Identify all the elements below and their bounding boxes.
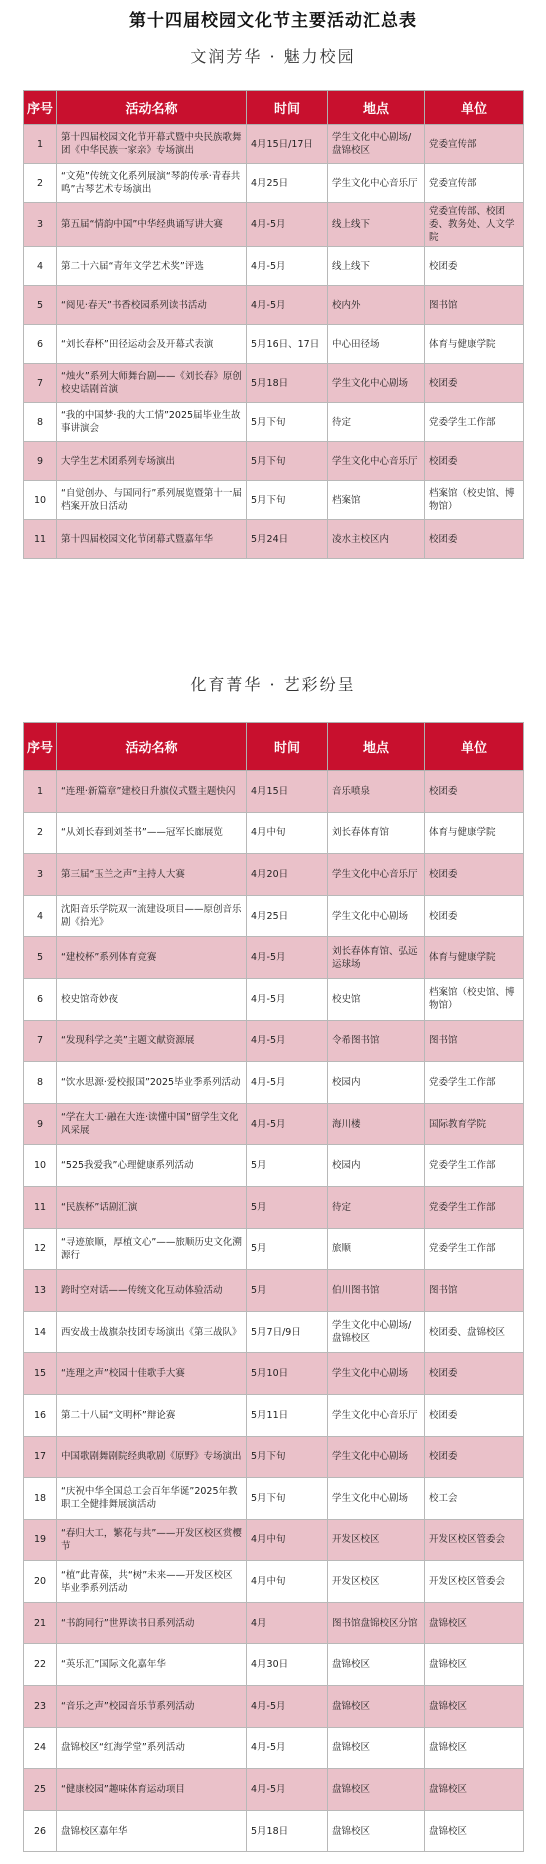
cell-unit: 校团委 <box>425 1436 524 1478</box>
table-row <box>24 247 524 286</box>
cell-place: 海川楼 <box>328 1103 425 1145</box>
table-row <box>24 854 524 896</box>
cell-time: 4月 <box>247 1602 328 1644</box>
cell-place: 图书馆盘锦校区分馆 <box>328 1602 425 1644</box>
cell-place: 盘锦校区 <box>328 1644 425 1686</box>
cell-no: 20 <box>24 1561 57 1603</box>
cell-unit: 图书馆 <box>425 286 524 325</box>
cell-time: 4月15日 <box>247 771 328 813</box>
cell-name: “文苑”传统文化系列展演“琴韵传承·青春共鸣”古琴艺术专场演出 <box>57 164 247 203</box>
cell-time: 5月 <box>247 1270 328 1312</box>
cell-place: 中心田径场 <box>328 325 425 364</box>
header-name: 活动名称 <box>57 91 247 125</box>
cell-time: 5月下旬 <box>247 442 328 481</box>
cell-name: 第五届“情韵中国”中华经典诵写讲大赛 <box>57 203 247 247</box>
cell-unit: 党委学生工作部 <box>425 1186 524 1228</box>
cell-name: “从刘长春到刘荃书”——冠军长廊展览 <box>57 812 247 854</box>
table-row <box>24 1062 524 1104</box>
cell-unit: 档案馆（校史馆、博物馆） <box>425 978 524 1020</box>
cell-place: 开发区校区 <box>328 1519 425 1561</box>
cell-place: 盘锦校区 <box>328 1810 425 1852</box>
cell-time: 5月下旬 <box>247 403 328 442</box>
cell-no: 11 <box>24 520 57 559</box>
cell-name: 校史馆奇妙夜 <box>57 978 247 1020</box>
section-subtitle-1: 文润芳华 · 魅力校园 <box>190 47 356 66</box>
table-row <box>24 325 524 364</box>
cell-time: 4月-5月 <box>247 286 328 325</box>
cell-unit: 体育与健康学院 <box>425 325 524 364</box>
cell-unit: 校团委 <box>425 520 524 559</box>
cell-unit: 校团委 <box>425 854 524 896</box>
cell-time: 4月15日/17日 <box>247 125 328 164</box>
cell-place: 学生文化中心剧场 <box>328 1353 425 1395</box>
table-row <box>24 364 524 403</box>
cell-time: 4月-5月 <box>247 1686 328 1728</box>
cell-no: 14 <box>24 1311 57 1353</box>
cell-no: 4 <box>24 247 57 286</box>
cell-name: 大学生艺术团系列专场演出 <box>57 442 247 481</box>
cell-name: “春归大工，繁花与共”——开发区校区赏樱节 <box>57 1519 247 1561</box>
header-name: 活动名称 <box>57 723 247 771</box>
cell-unit: 党委学生工作部 <box>425 1145 524 1187</box>
table-row <box>24 1686 524 1728</box>
cell-no: 1 <box>24 125 57 164</box>
cell-place: 旅顺 <box>328 1228 425 1270</box>
cell-no: 1 <box>24 771 57 813</box>
cell-no: 16 <box>24 1394 57 1436</box>
cell-unit: 校团委 <box>425 1353 524 1395</box>
cell-name: “庆祝中华全国总工会百年华诞”2025年教职工全健排舞展演活动 <box>57 1478 247 1520</box>
cell-place: 学生文化中心剧场 <box>328 1436 425 1478</box>
table-row <box>24 403 524 442</box>
cell-unit: 校团委 <box>425 442 524 481</box>
cell-time: 4月-5月 <box>247 1727 328 1769</box>
cell-time: 5月24日 <box>247 520 328 559</box>
cell-no: 3 <box>24 854 57 896</box>
cell-no: 13 <box>24 1270 57 1312</box>
cell-unit: 校团委、盘锦校区 <box>425 1311 524 1353</box>
header-time: 时间 <box>247 723 328 771</box>
cell-place: 令希图书馆 <box>328 1020 425 1062</box>
cell-no: 4 <box>24 895 57 937</box>
cell-place: 待定 <box>328 403 425 442</box>
cell-place: 校史馆 <box>328 978 425 1020</box>
cell-no: 12 <box>24 1228 57 1270</box>
table-row <box>24 520 524 559</box>
cell-unit: 校团委 <box>425 364 524 403</box>
cell-name: “烛火”系列大师舞台剧——《刘长春》原创校史话剧首演 <box>57 364 247 403</box>
table-row <box>24 771 524 813</box>
cell-time: 4月-5月 <box>247 1062 328 1104</box>
cell-time: 5月18日 <box>247 1810 328 1852</box>
cell-place: 学生文化中心剧场/盘锦校区 <box>328 1311 425 1353</box>
cell-unit: 盘锦校区 <box>425 1810 524 1852</box>
cell-place: 档案馆 <box>328 481 425 520</box>
cell-unit: 党委学生工作部 <box>425 1228 524 1270</box>
cell-unit: 校团委 <box>425 1394 524 1436</box>
cell-unit: 国际教育学院 <box>425 1103 524 1145</box>
table-row <box>24 1810 524 1852</box>
cell-place: 开发区校区 <box>328 1561 425 1603</box>
cell-time: 4月-5月 <box>247 203 328 247</box>
cell-unit: 党委宣传部、校团委、教务处、人文学院 <box>425 203 524 247</box>
section-subtitle-2: 化育菁华 · 艺彩纷呈 <box>190 675 356 694</box>
table-row <box>24 1561 524 1603</box>
cell-name: “健康校园”趣味体育运动项目 <box>57 1769 247 1811</box>
cell-no: 18 <box>24 1478 57 1520</box>
cell-place: 学生文化中心音乐厅 <box>328 854 425 896</box>
cell-unit: 校团委 <box>425 247 524 286</box>
cell-name: “民族杯”话剧汇演 <box>57 1186 247 1228</box>
cell-no: 3 <box>24 203 57 247</box>
cell-time: 5月 <box>247 1228 328 1270</box>
cell-no: 15 <box>24 1353 57 1395</box>
cell-name: 第十四届校园文化节闭幕式暨嘉年华 <box>57 520 247 559</box>
table-row <box>24 812 524 854</box>
table-row <box>24 1769 524 1811</box>
cell-no: 7 <box>24 1020 57 1062</box>
header-time: 时间 <box>247 91 328 125</box>
cell-no: 11 <box>24 1186 57 1228</box>
cell-time: 4月中旬 <box>247 812 328 854</box>
table-row <box>24 125 524 164</box>
cell-time: 4月-5月 <box>247 937 328 979</box>
cell-time: 4月25日 <box>247 895 328 937</box>
cell-place: 刘长春体育馆、弘远运球场 <box>328 937 425 979</box>
cell-name: “阅见·春天”书香校园系列读书活动 <box>57 286 247 325</box>
table-row <box>24 1519 524 1561</box>
table-row <box>24 1270 524 1312</box>
cell-name: 西安战士战旗杂技团专场演出《第三战队》 <box>57 1311 247 1353</box>
cell-unit: 体育与健康学院 <box>425 812 524 854</box>
cell-place: 音乐喷泉 <box>328 771 425 813</box>
cell-place: 校园内 <box>328 1145 425 1187</box>
cell-place: 校园内 <box>328 1062 425 1104</box>
cell-name: 中国歌剧舞剧院经典歌剧《原野》专场演出 <box>57 1436 247 1478</box>
cell-unit: 党委学生工作部 <box>425 403 524 442</box>
cell-name: “寻迹旅顺，厚植文心”——旅顺历史文化溯源行 <box>57 1228 247 1270</box>
cell-unit: 体育与健康学院 <box>425 937 524 979</box>
cell-name: 第十四届校园文化节开幕式暨中央民族歌舞团《中华民族一家亲》专场演出 <box>57 125 247 164</box>
cell-name: 盘锦校区“红海学堂”系列活动 <box>57 1727 247 1769</box>
header-unit: 单位 <box>425 91 524 125</box>
cell-time: 5月7日/9日 <box>247 1311 328 1353</box>
cell-no: 17 <box>24 1436 57 1478</box>
table-row <box>24 1228 524 1270</box>
cell-time: 4月-5月 <box>247 247 328 286</box>
cell-unit: 党委学生工作部 <box>425 1062 524 1104</box>
cell-time: 5月下旬 <box>247 1478 328 1520</box>
cell-no: 2 <box>24 812 57 854</box>
cell-unit: 校团委 <box>425 771 524 813</box>
table-row <box>24 895 524 937</box>
table-row <box>24 1394 524 1436</box>
cell-no: 8 <box>24 1062 57 1104</box>
cell-no: 2 <box>24 164 57 203</box>
cell-name: “饮水思源·爱校报国”2025毕业季系列活动 <box>57 1062 247 1104</box>
cell-no: 10 <box>24 481 57 520</box>
page-title: 第十四届校园文化节主要活动汇总表 <box>129 11 417 31</box>
activity-table-1 <box>23 90 524 559</box>
table-row <box>24 1602 524 1644</box>
cell-name: 第三届“玉兰之声”主持人大赛 <box>57 854 247 896</box>
cell-time: 4月20日 <box>247 854 328 896</box>
cell-place: 伯川图书馆 <box>328 1270 425 1312</box>
cell-place: 学生文化中心音乐厅 <box>328 1394 425 1436</box>
cell-time: 5月 <box>247 1186 328 1228</box>
cell-unit: 校团委 <box>425 895 524 937</box>
table-row <box>24 1644 524 1686</box>
cell-time: 5月16日、17日 <box>247 325 328 364</box>
table-row <box>24 1311 524 1353</box>
cell-place: 学生文化中心音乐厅 <box>328 442 425 481</box>
cell-name: “英乐汇”国际文化嘉年华 <box>57 1644 247 1686</box>
header-place: 地点 <box>328 723 425 771</box>
table-row <box>24 1727 524 1769</box>
header-no: 序号 <box>24 723 57 771</box>
cell-name: “植”此青葆，共“树”未来——开发区校区毕业季系列活动 <box>57 1561 247 1603</box>
cell-name: “我的中国梦·我的大工情”2025届毕业生故事讲演会 <box>57 403 247 442</box>
cell-time: 4月-5月 <box>247 978 328 1020</box>
cell-time: 5月11日 <box>247 1394 328 1436</box>
cell-no: 9 <box>24 442 57 481</box>
cell-unit: 盘锦校区 <box>425 1686 524 1728</box>
cell-place: 凌水主校区内 <box>328 520 425 559</box>
cell-time: 4月-5月 <box>247 1020 328 1062</box>
cell-time: 5月下旬 <box>247 481 328 520</box>
cell-unit: 盘锦校区 <box>425 1727 524 1769</box>
cell-name: 跨时空对话——传统文化互动体验活动 <box>57 1270 247 1312</box>
activity-table-2 <box>23 722 524 1852</box>
cell-no: 19 <box>24 1519 57 1561</box>
cell-place: 学生文化中心剧场 <box>328 1478 425 1520</box>
table-row <box>24 1020 524 1062</box>
table-row <box>24 286 524 325</box>
cell-unit: 党委宣传部 <box>425 164 524 203</box>
cell-no: 7 <box>24 364 57 403</box>
cell-place: 线上线下 <box>328 247 425 286</box>
cell-no: 22 <box>24 1644 57 1686</box>
cell-name: 第二十六届“青年文学艺术奖”评选 <box>57 247 247 286</box>
cell-name: “连理之声”校园十佳歌手大赛 <box>57 1353 247 1395</box>
cell-name: “刘长春杯”田径运动会及开幕式表演 <box>57 325 247 364</box>
cell-no: 24 <box>24 1727 57 1769</box>
cell-unit: 盘锦校区 <box>425 1602 524 1644</box>
cell-unit: 盘锦校区 <box>425 1644 524 1686</box>
cell-time: 5月 <box>247 1145 328 1187</box>
cell-no: 8 <box>24 403 57 442</box>
cell-no: 26 <box>24 1810 57 1852</box>
cell-time: 4月中旬 <box>247 1561 328 1603</box>
cell-no: 5 <box>24 937 57 979</box>
cell-unit: 图书馆 <box>425 1020 524 1062</box>
header-place: 地点 <box>328 91 425 125</box>
cell-place: 学生文化中心剧场/盘锦校区 <box>328 125 425 164</box>
cell-no: 23 <box>24 1686 57 1728</box>
table-row <box>24 1436 524 1478</box>
cell-name: “学在大工·融在大连·读懂中国”留学生文化风采展 <box>57 1103 247 1145</box>
cell-unit: 党委宣传部 <box>425 125 524 164</box>
table-row <box>24 1353 524 1395</box>
cell-unit: 开发区校区管委会 <box>425 1561 524 1603</box>
table-row <box>24 1145 524 1187</box>
cell-time: 4月-5月 <box>247 1103 328 1145</box>
cell-time: 4月30日 <box>247 1644 328 1686</box>
table-row <box>24 1478 524 1520</box>
cell-unit: 校工会 <box>425 1478 524 1520</box>
table-row <box>24 203 524 247</box>
cell-name: “连理·新篇章”建校日升旗仪式暨主题快闪 <box>57 771 247 813</box>
cell-time: 4月25日 <box>247 164 328 203</box>
cell-time: 5月18日 <box>247 364 328 403</box>
cell-unit: 档案馆（校史馆、博物馆） <box>425 481 524 520</box>
cell-unit: 盘锦校区 <box>425 1769 524 1811</box>
cell-no: 6 <box>24 325 57 364</box>
table-row <box>24 937 524 979</box>
cell-place: 学生文化中心剧场 <box>328 364 425 403</box>
cell-name: “书韵同行”世界读书日系列活动 <box>57 1602 247 1644</box>
cell-name: “音乐之声”校园音乐节系列活动 <box>57 1686 247 1728</box>
header-unit: 单位 <box>425 723 524 771</box>
table-row <box>24 978 524 1020</box>
cell-name: “自觉创办、与国同行”系列展览暨第十一届档案开放日活动 <box>57 481 247 520</box>
cell-place: 学生文化中心音乐厅 <box>328 164 425 203</box>
cell-time: 4月-5月 <box>247 1769 328 1811</box>
table-row <box>24 442 524 481</box>
cell-unit: 开发区校区管委会 <box>425 1519 524 1561</box>
cell-name: 沈阳音乐学院双一流建设项目——原创音乐剧《拾光》 <box>57 895 247 937</box>
table-row <box>24 164 524 203</box>
cell-name: “建校杯”系列体育竞赛 <box>57 937 247 979</box>
cell-no: 5 <box>24 286 57 325</box>
table-row <box>24 1103 524 1145</box>
cell-no: 9 <box>24 1103 57 1145</box>
cell-time: 5月下旬 <box>247 1436 328 1478</box>
cell-name: “发现科学之美”主题文献资源展 <box>57 1020 247 1062</box>
cell-name: 盘锦校区嘉年华 <box>57 1810 247 1852</box>
cell-time: 4月中旬 <box>247 1519 328 1561</box>
cell-place: 盘锦校区 <box>328 1769 425 1811</box>
cell-no: 10 <box>24 1145 57 1187</box>
cell-place: 待定 <box>328 1186 425 1228</box>
cell-name: “525我爱我”心理健康系列活动 <box>57 1145 247 1187</box>
cell-place: 刘长春体育馆 <box>328 812 425 854</box>
cell-place: 盘锦校区 <box>328 1686 425 1728</box>
cell-no: 25 <box>24 1769 57 1811</box>
table-row <box>24 481 524 520</box>
cell-place: 线上线下 <box>328 203 425 247</box>
cell-name: 第二十八届“文明杯”辩论赛 <box>57 1394 247 1436</box>
cell-time: 5月10日 <box>247 1353 328 1395</box>
cell-place: 校内外 <box>328 286 425 325</box>
cell-unit: 图书馆 <box>425 1270 524 1312</box>
cell-no: 21 <box>24 1602 57 1644</box>
cell-place: 学生文化中心剧场 <box>328 895 425 937</box>
table-row <box>24 1186 524 1228</box>
cell-place: 盘锦校区 <box>328 1727 425 1769</box>
header-no: 序号 <box>24 91 57 125</box>
cell-no: 6 <box>24 978 57 1020</box>
